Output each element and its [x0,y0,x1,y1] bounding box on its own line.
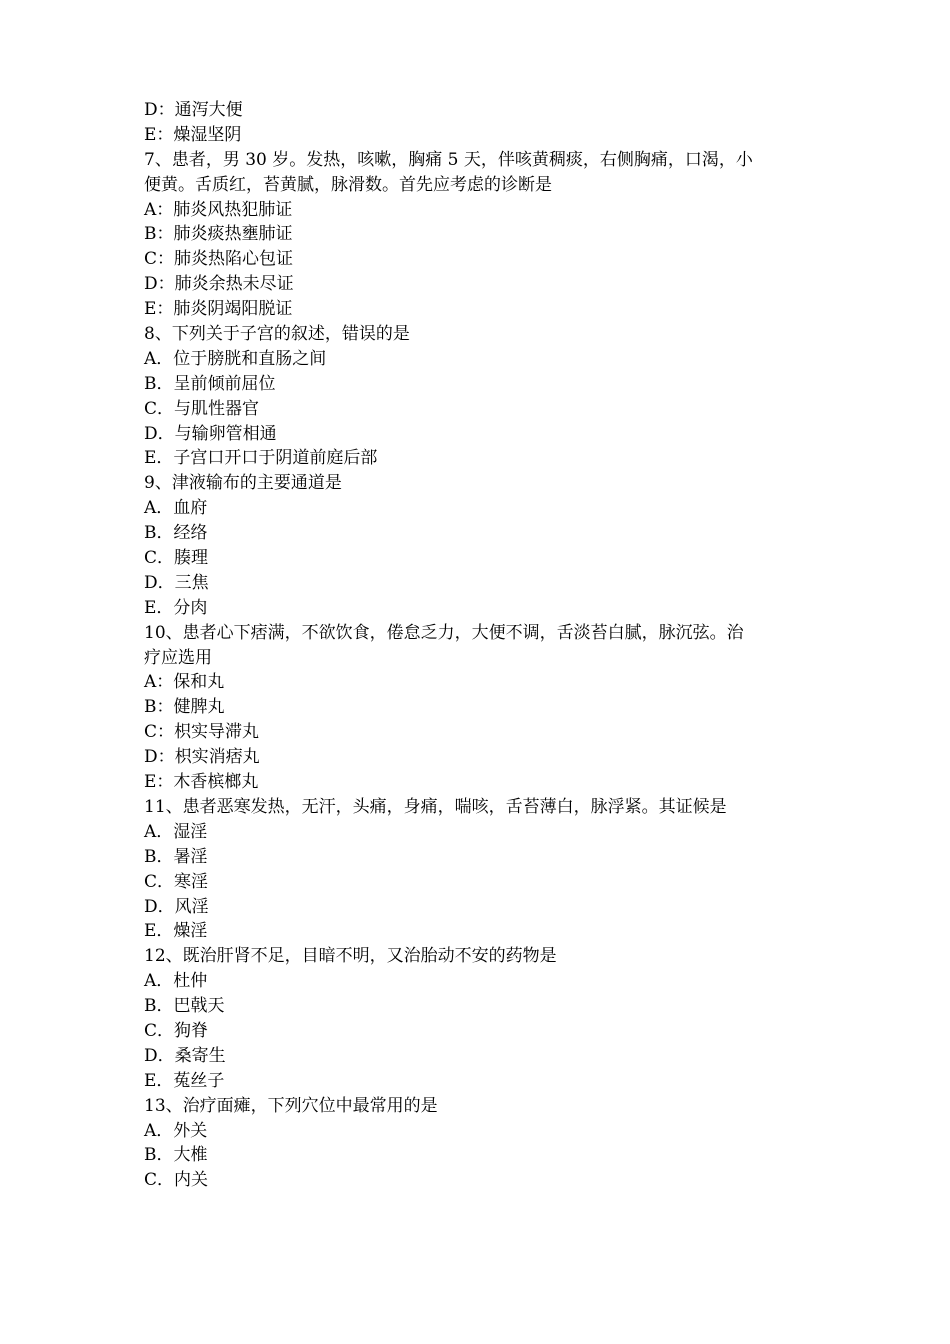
answer-option-line: A．血府 [144,498,208,519]
answer-option-line: B．巴戟天 [144,996,225,1017]
question-stem-line: 9、津液输布的主要通道是 [144,473,342,494]
answer-option-line: C：枳实导滞丸 [144,722,260,743]
answer-option-line: D：枳实消痞丸 [144,747,260,768]
answer-option-line: A．杜仲 [144,971,208,992]
answer-option-line: A．外关 [144,1120,208,1141]
question-stem-line: 10、患者心下痞满，不欲饮食，倦怠乏力，大便不调，舌淡苔白腻，脉沉弦。治 [144,622,744,643]
question-stem-line: 7、患者，男 30 岁。发热，咳嗽，胸痛 5 天，伴咳黄稠痰，右侧胸痛，口渴，小 [144,149,753,170]
answer-option-line: E：肺炎阴竭阳脱证 [144,299,293,320]
answer-option-line: B．暑淫 [144,846,208,867]
answer-option-line: A．湿淫 [144,821,208,842]
document-page [144,98,824,1193]
answer-option-line: B：健脾丸 [144,697,225,718]
answer-option-line: E．分肉 [144,597,208,618]
answer-option-line: B：肺炎痰热壅肺证 [144,224,293,245]
question-stem-line: 12、既治肝肾不足，目暗不明，又治胎动不安的药物是 [144,946,557,967]
question-stem-line: 疗应选用 [144,647,212,668]
answer-option-line: D：肺炎余热未尽证 [144,274,294,295]
question-stem-line: 8、下列关于子宫的叙述，错误的是 [144,324,410,345]
answer-option-line: C．狗脊 [144,1020,209,1041]
answer-option-line: E．燥淫 [144,921,208,942]
document-body [144,98,824,1193]
answer-option-line: B．经络 [144,523,208,544]
question-stem-line: 13、治疗面瘫，下列穴位中最常用的是 [144,1095,438,1116]
answer-option-line: D．三焦 [144,572,209,593]
question-stem-line: 便黄。舌质红，苔黄腻，脉滑数。首先应考虑的诊断是 [144,174,552,195]
answer-option-line: C：肺炎热陷心包证 [144,249,294,270]
answer-option-line: A：肺炎风热犯肺证 [144,199,293,220]
answer-option-line: B．呈前倾前屈位 [144,373,276,394]
answer-option-line: C．与肌性器官 [144,398,260,419]
answer-option-line: A．位于膀胱和直肠之间 [144,348,327,369]
answer-option-line: E．子宫口开口于阴道前庭后部 [144,448,378,469]
answer-option-line: C．内关 [144,1170,209,1191]
answer-option-line: E：燥湿坚阴 [144,124,242,145]
answer-option-line: E．菟丝子 [144,1070,225,1091]
answer-option-line: D．与输卵管相通 [144,423,277,444]
answer-option-line: D．风淫 [144,896,209,917]
answer-option-line: D．桑寄生 [144,1045,226,1066]
answer-option-line: E：木香槟榔丸 [144,772,259,793]
answer-option-line: B．大椎 [144,1145,208,1166]
answer-option-line: C．腠理 [144,548,209,569]
answer-option-line: C．寒淫 [144,871,209,892]
question-stem-line: 11、患者恶寒发热，无汗，头痛，身痛，喘咳，舌苔薄白，脉浮紧。其证候是 [144,796,727,817]
answer-option-line: D：通泻大便 [144,100,243,120]
answer-option-line: A：保和丸 [144,672,225,693]
